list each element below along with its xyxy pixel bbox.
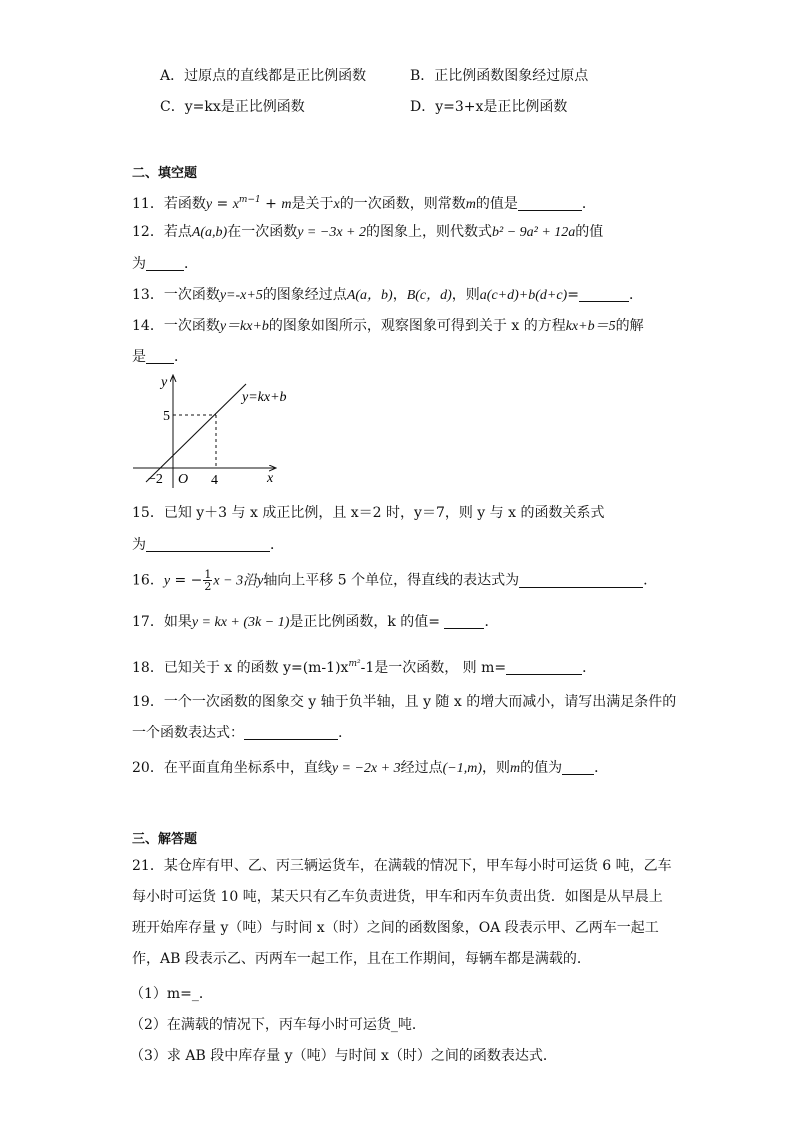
answer-blank[interactable] bbox=[519, 573, 643, 588]
answer-blank[interactable] bbox=[146, 537, 270, 552]
question-14: 14．一次函数y＝kx+b的图象如图所示，观察图象可得到关于 x 的方程kx+b＝5的解 bbox=[132, 318, 644, 334]
question-13: 13．一次函数y=-x+5的图象经过点A(a，b)，B(c，d)，则a(c+d)+b(d+c)= ． bbox=[132, 287, 643, 303]
origin-label: O bbox=[178, 472, 189, 487]
question-18: 18．已知关于 x 的函数 $y=(m-1)x^{m^2}-1$是一次函数， 则 m= ． bbox=[132, 659, 597, 676]
answer-blank[interactable] bbox=[506, 660, 582, 675]
section-title-fill-blank: 二、填空题 bbox=[132, 166, 198, 181]
question-21-line-4: 作，AB 段表示乙、丙两车一起工作，且在工作期间，每辆车都是满载的． bbox=[132, 951, 591, 967]
question-17: 17．如果y = kx + (3k − 1)是正比例函数，k 的值= ． bbox=[132, 614, 499, 630]
question-16: 16．y = − $\frac{1}{2}$ x − 3沿y轴向上平移 5 个单位，得直线的表达式为 . bbox=[132, 568, 648, 593]
answer-blank[interactable] bbox=[444, 614, 484, 629]
tick-label-neg2: −2 bbox=[148, 472, 163, 487]
question-12-cont: 为 ． bbox=[132, 256, 198, 272]
answer-blank[interactable] bbox=[244, 725, 338, 740]
answer-blank[interactable] bbox=[146, 349, 174, 364]
option-d: D．y=3+x是正比例函数 bbox=[410, 99, 568, 115]
question-21-line-1: 21．某仓库有甲、乙、丙三辆运货车，在满载的情况下，甲车每小时可运货 6 吨，乙车 bbox=[132, 858, 672, 874]
answer-blank[interactable] bbox=[146, 256, 184, 271]
function-line bbox=[146, 384, 246, 482]
fraction: $\frac{1}{2}$ bbox=[204, 568, 212, 593]
question-21-part-3: （3）求 AB 段中库存量 y（吨）与时间 x（时）之间的函数表达式． bbox=[130, 1048, 557, 1064]
answer-blank[interactable] bbox=[562, 760, 594, 775]
question-21-line-2: 每小时可运货 10 吨，某天只有乙车负责进货，甲车和丙车负责出货．如图是从早晨上 bbox=[132, 889, 663, 905]
question-14-cont: 是 ． bbox=[132, 349, 188, 365]
question-15: 15．已知 y＋3 与 x 成正比例，且 x＝2 时，y＝7，则 y 与 x 的函数关系式 bbox=[132, 505, 605, 521]
line-label: y=kx+b bbox=[242, 390, 287, 405]
section-title-answer: 三、解答题 bbox=[132, 832, 198, 847]
tick-label-4: 4 bbox=[211, 473, 218, 488]
question-21-part-1: （1）m=_． bbox=[130, 986, 213, 1002]
answer-blank[interactable] bbox=[579, 287, 629, 302]
question-19-cont: 一个函数表达式： . bbox=[132, 725, 343, 741]
question-12: 12．若点A(a,b)在一次函数y = −3x + 2的图象上，则代数式b² − 9a² + 12a的值 bbox=[132, 224, 604, 240]
question-15-cont: 为 ． bbox=[132, 537, 284, 553]
question-21-part-2: （2）在满载的情况下，丙车每小时可运货_吨． bbox=[130, 1017, 426, 1033]
linear-function-graph bbox=[128, 370, 308, 495]
option-c: C．y=kx是正比例函数 bbox=[160, 99, 305, 115]
question-21-line-3: 班开始库存量 y（吨）与时间 x（时）之间的函数图象，OA 段表示甲、乙两车一起工 bbox=[132, 920, 659, 936]
answer-blank[interactable] bbox=[518, 196, 582, 211]
y-axis-label: y bbox=[161, 375, 168, 390]
question-19: 19．一个一次函数的图象交 y 轴于负半轴，且 y 随 x 的增大而减小，请写出满足条件的 bbox=[132, 694, 677, 710]
option-b: B．正比例函数图象经过原点 bbox=[410, 68, 589, 84]
x-axis-label: x bbox=[267, 471, 274, 486]
tick-label-5: 5 bbox=[163, 409, 170, 424]
question-11: 11．若函数$y = x^{m-1} + m$是关于x的一次函数，则常数m的值是 ． bbox=[132, 195, 596, 212]
option-a: A．过原点的直线都是正比例函数 bbox=[160, 68, 367, 84]
question-20: 20．在平面直角坐标系中，直线y = −2x + 3经过点(−1,m)，则m的值为 ． bbox=[132, 760, 609, 776]
